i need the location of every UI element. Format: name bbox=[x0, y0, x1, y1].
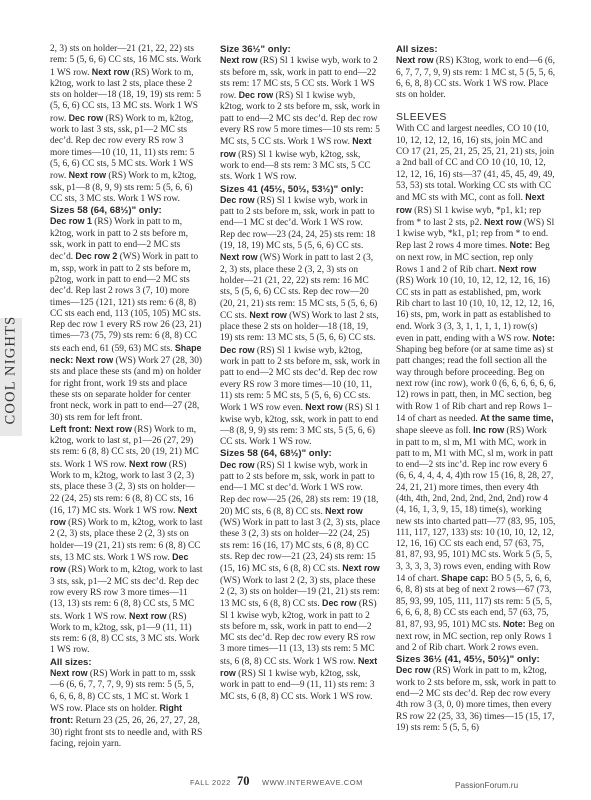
page-number: 70 bbox=[237, 774, 250, 788]
paragraph: With CC and largest needles, CO 10 (10, 10, 12, 12, 12, 16, 16) sts, join MC and CO 17 (21, 25, 21, 25, 25, 21, 21) sts, join a 2nd ball of CC and CO 10 (10, 10, 12, 12, 12, 16, 16) sts—37 (41, 45, 45, 49, 49, 53, 53) sts total. Working CC sts with CC and MC sts with MC, cont as foll. Next row (RS) Sl 1 kwise wyb, *p1, k1; rep from * to last 2 sts, p2. Next row (WS) Sl 1 kwise wyb, *k1, p1; rep from * to end. Rep last 2 rows 4 more times. Note: Beg on next row, in MC section, rep only Rows 1 and 2 of Rib chart. Next row (RS) Work 10 (10, 10, 12, 12, 12, 16, 16) CC sts in patt as established, pm, work Rib chart to last 10 (10, 10, 12, 12, 12, 16, 16) sts, pm, work in patt as established to end. Work 3 (3, 3, 1, 1, 1, 1, 1) row(s) even in patt, ending with a WS row. Note: Shaping beg before (or at same time as) st patt changes; read the foll section all the way through before proceeding. Beg on next row (inc row), work 0 (6, 6, 6, 6, 6, 6, 12) rows in patt, then, in MC section, beg with Row 1 of Rib chart and rep Rows 1–14 of chart as needed. At the same time, shape sleeve as foll. Inc row (RS) Work in patt to m, sl m, M1 with MC, work in patt to m, M1 with MC, sl m, work in patt to end—2 sts inc’d. Rep inc row every 6 (6, 6, 4, 4, 4, 4, 4)th row 15 (16, 8, 28, 27, 24, 21, 21) more times, then every 4th (4th, 4th, 2nd, 2nd, 2nd, 2nd, 2nd) row 4 (4, 16, 1, 3, 9, 15, 18) time(s), working new sts into charted patt—77 (83, 95, 105, 111, 117, 127, 133) sts: 10 (10, 10, 12, 12, 12, 16, 16) CC sts each end, 57 (63, 75, 81, 87, 93, 95, 101) MC sts. Work 5 (5, 5, 3, 3, 3, 3, 3) rows even, ending with Row 14 of chart. Shape cap: BO 5 (5, 5, 6, 6, 6, 8, 8) sts at beg of next 2 rows—67 (73, 85, 93, 99, 105, 111, 117) sts rem: 5 (5, 5, 6, 6, 6, 8, 8) CC sts each end, 57 (63, 75, 81, 87, 93, 95, 101) MC sts. Note: Beg on next row, in MC section, rep only Rows 1 and 2 of Rib chart. Work 2 rows even. bbox=[396, 124, 556, 653]
section-heading: Sizes 58 (64, 68½)" only: bbox=[220, 448, 332, 460]
section-side-tab bbox=[0, 315, 22, 436]
paragraph: Next row (RS) Sl 1 kwise wyb, work to 2 sts before m, ssk, work in patt to end—22 sts rem: 17 MC sts, 5 CC sts. Work 1 WS row. Dec row (RS) Sl 1 kwise wyb, k2tog, work to 2 sts before m, ssk, work in patt to end—2 MC sts dec’d. Rep dec row every RS row 5 more times—10 sts rem: 5 MC sts, 5 CC sts. Work 1 WS row. Next row (RS) Sl 1 kwise wyb, k2tog, ssk, work to end—8 sts rem: 3 MC sts, 5 CC sts. Work 1 WS row. bbox=[220, 55, 380, 183]
section-heading: Sizes 36½ (41, 45½, 50½)" only: bbox=[396, 654, 540, 666]
footer-website: WWW.INTERWEAVE.COM bbox=[262, 778, 363, 787]
section-heading: All sizes: bbox=[396, 44, 438, 55]
paragraph: Dec row 1 (RS) Work in patt to m, k2tog, work in patt to 2 sts before m, ssk, work in patt to end—2 MC sts dec’d. Dec row 2 (WS) Work in patt to m, ssp, work in patt to 2 sts before m, p2tog, work in patt to end—2 MC sts dec’d. Rep last 2 rows 3 (7, 10) more times—125 (121, 121) sts rem: 6 (8, 8) CC sts each end, 113 (105, 105) MC sts. Rep dec row 1 every RS row 26 (23, 21) times—73 (75, 79) sts rem: 6 (8, 8) CC sts each end, 61 (59, 63) MC sts. Shape neck: Next row (WS) Work 27 (28, 30) sts and place these sts (and m) on holder for right front, work 19 sts and place these sts on separate holder for center front neck, work in patt to end—27 (28, 30) sts rem for left front. bbox=[50, 216, 203, 423]
paragraph: Next row (RS) K3tog, work to end—6 (6, 6, 7, 7, 7, 9, 9) sts rem: 1 MC st, 5 (5, 5, 6, 6, 6, 8, 8) CC sts. Work 1 WS row. Place sts on holder. bbox=[396, 55, 556, 101]
paragraph: Dec row (RS) Sl 1 kwise wyb, work in patt to 2 sts before m, ssk, work in patt to end—1 MC st dec’d. Work 1 WS row. Rep dec row—23 (24, 24, 25) sts rem: 18 (19, 18, 19) MC sts, 5 (5, 6, 6) CC sts. Next row (WS) Work in patt to last 2 (3, 2, 3) sts, place these 2 (3, 2, 3) sts on holder—21 (21, 22, 22) sts rem: 16 MC sts, 5 (5, 6, 6) CC sts. Rep dec row—20 (20, 21, 21) sts rem: 15 MC sts, 5 (5, 6, 6) CC sts. Next row (WS) Work to last 2 sts, place these 2 sts on holder—18 (18, 19, 19) sts rem: 13 MC sts, 5 (5, 6, 6) CC sts. Dec row (RS) Sl 1 kwise wyb, k2tog, work in patt to 2 sts before m, ssk, work in patt to end—2 MC sts dec’d. Rep dec row every RS row 3 more times—10 (10, 11, 11) sts rem: 5 MC sts, 5 (5, 6, 6) CC sts. Work 1 WS row even. Next row (RS) Sl 1 kwise wyb, k2tog, ssk, work in patt to end—8 (8, 9, 9) sts rem: 3 MC sts, 5 (5, 6, 6) CC sts. Work 1 WS row. bbox=[220, 194, 380, 448]
footer-issue: FALL 2022 bbox=[190, 778, 231, 787]
text-column-3 bbox=[396, 44, 556, 734]
section-heading: Size 36½" only: bbox=[220, 44, 291, 55]
paragraph: Next row (RS) Work in patt to m, sssk—6 (6, 6, 7, 7, 7, 9, 9) sts rem: 5 (5, 5, 6, 6, 6, 8, 8) CC sts, 1 MC st. Work 1 WS row. Place sts on holder. Right front: Return 23 (25, 26, 26, 27, 27, 28, 30) right front sts to needle and, with RS facing, rejoin yarn. bbox=[50, 668, 203, 749]
watermark: PassionForum.ru bbox=[455, 780, 519, 790]
text-column-1 bbox=[50, 44, 203, 750]
section-heading: Sizes 58 (64, 68½)" only: bbox=[50, 205, 162, 217]
paragraph: 2, 3) sts on holder—21 (21, 22, 22) sts rem: 5 (5, 6, 6) CC sts, 16 MC sts. Work 1 WS row. Next row (RS) Work to m, k2tog, work to last 2 sts, place these 2 sts on holder—18 (18, 19, 19) sts rem: 5 (5, 6, 6) CC sts, 13 MC sts. Work 1 WS row. Dec row (RS) Work to m, k2tog, work to last 3 sts, ssk, p1—2 MC sts dec’d. Rep dec row every RS row 3 more times—10 (10, 11, 11) sts rem: 5 (5, 6, 6) CC sts, 5 MC sts. Work 1 WS row. Next row (RS) Work to m, k2tog, ssk, p1—8 (8, 9, 9) sts rem: 5 (5, 6, 6) CC sts, 3 MC sts. Work 1 WS row. bbox=[50, 44, 202, 204]
section-heading: All sizes: bbox=[50, 656, 92, 668]
paragraph: Dec row (RS) Sl 1 kwise wyb, work in patt to 2 sts before m, ssk, work in patt to end—1 MC st dec’d. Work 1 WS row. Rep dec row—25 (26, 28) sts rem: 19 (18, 20) MC sts, 6 (8, 8) CC sts. Next row (WS) Work in patt to last 3 (2, 3) sts, place these 3 (2, 3) sts on holder—22 (24, 25) sts rem: 16 (16, 17) MC sts, 6 (8, 8) CC sts. Rep dec row—21 (23, 24) sts rem: 15 (15, 16) MC sts, 6 (8, 8) CC sts. Next row (WS) Work to last 2 (2, 3) sts, place these 2 (2, 3) sts on holder—19 (21, 21) sts rem: 13 MC sts, 6 (8, 8) CC sts. Dec row (RS) Sl 1 kwise wyb, k2tog, work in patt to 2 sts before m, ssk, work in patt to end—2 MC sts dec’d. Rep dec row every RS row 3 more times—11 (13, 13) sts rem: 5 MC sts, 6 (8, 8) CC sts. Work 1 WS row. Next row (RS) Sl 1 kwise wyb, k2tog, ssk, work in patt to end—9 (11, 11) sts rem: 3 MC sts, 6 (8, 8) CC sts. Work 1 WS row. bbox=[220, 459, 380, 702]
section-heading: Sizes 41 (45½, 50½, 53½)" only: bbox=[220, 183, 364, 195]
section-heading: SLEEVES bbox=[396, 112, 447, 124]
paragraph: Left front: Next row (RS) Work to m, k2tog, work to last st, p1—26 (27, 29) sts rem: 6 (8, 8) CC sts, 20 (19, 21) MC sts. Work 1 WS row. Next row (RS) Work to m, k2tog, work to last 3 (2, 3) sts, place these 3 (2, 3) sts on holder—22 (24, 25) sts rem: 6 (8, 8) CC sts, 16 (16, 17) MC sts. Work 1 WS row. Next row (RS) Work to m, k2tog, work to last 2 (2, 3) sts, place these 2 (2, 3) sts on holder—19 (21, 21) sts rem: 6 (8, 8) CC sts, 13 MC sts. Work 1 WS row. Dec row (RS) Work to m, k2tog, work to last 3 sts, ssk, p1—2 MC sts dec’d. Rep dec row every RS row 3 more times—11 (13, 13) sts rem: 6 (8, 8) CC sts, 5 MC sts. Work 1 WS row. Next row (RS) Work to m, k2tog, ssk, p1—9 (11, 11) sts rem: 6 (8, 8) CC sts, 3 MC sts. Work 1 WS row. bbox=[50, 423, 203, 656]
side-tab-label: COOL NIGHTS bbox=[2, 315, 19, 425]
paragraph: Dec row (RS) Work in patt to m, k2tog, work to 2 sts before m, ssk, work in patt to end—2 MC sts dec’d. Rep dec row every 4th row 3 (3, 0, 0) more times, then every RS row 22 (25, 33, 36) times—15 (15, 17, 19) sts rem: 5 (5, 5, 6) bbox=[396, 665, 556, 733]
text-column-2 bbox=[220, 44, 380, 703]
